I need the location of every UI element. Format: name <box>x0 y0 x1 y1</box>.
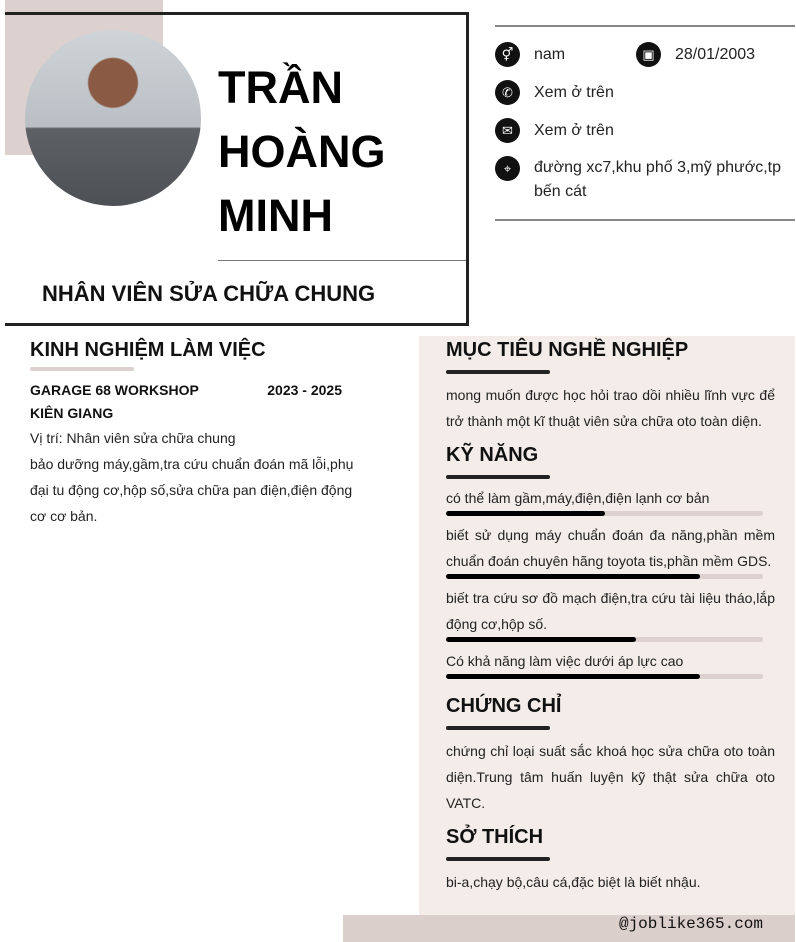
job-title: NHÂN VIÊN SỬA CHỮA CHUNG <box>42 281 376 306</box>
avatar <box>25 30 201 206</box>
section-underline <box>30 367 134 371</box>
name-line: TRẦN <box>218 62 343 113</box>
skill-label: Có khả năng làm việc dưới áp lực cao <box>446 653 684 669</box>
email-text: Xem ở trên <box>534 122 614 139</box>
section-underline <box>446 475 550 479</box>
skill-item <box>446 522 775 579</box>
right-column <box>446 339 775 895</box>
section-underline <box>446 726 550 730</box>
work-period: 2023 - 2025 <box>267 382 342 398</box>
section-title: KỸ NĂNG <box>446 444 539 466</box>
company-name: GARAGE 68 WORKSHOP KIÊN GIANG <box>30 382 199 421</box>
skill-bar-fill <box>446 637 636 642</box>
contact-email <box>495 118 614 143</box>
address-text: đường xc7,khu phố 3,mỹ phước,tp bến cát <box>534 159 781 200</box>
objective-text: mong muốn được học hỏi trao dồi nhiều lĩnh vực để trở thành một kĩ thuật viên sửa chữa oto toàn diện. <box>446 387 775 429</box>
experience-section <box>30 339 360 529</box>
name-line: MINH <box>218 190 333 241</box>
skill-bar-fill <box>446 674 700 679</box>
gender-icon: ⚥ <box>495 42 520 67</box>
section-title: KINH NGHIỆM LÀM VIỆC <box>30 339 266 361</box>
certificates-text: chứng chỉ loại suất sắc khoá học sửa chữa oto toàn diện.Trung tâm huấn luyện kỹ thật sửa chữa oto VATC. <box>446 743 775 811</box>
skill-label: biết tra cứu sơ đồ mạch điện,tra cứu tài liệu tháo,lắp động cơ,hộp số. <box>446 590 775 632</box>
skill-item <box>446 485 775 516</box>
footer-bar <box>343 915 795 942</box>
skill-bar-track <box>446 574 763 579</box>
skill-bar-fill <box>446 511 605 516</box>
skill-label: có thể làm gầm,máy,điện,điện lạnh cơ bản <box>446 490 710 506</box>
skill-item <box>446 585 775 642</box>
section-underline <box>446 857 550 861</box>
skill-bar-track <box>446 511 763 516</box>
contact-birthday <box>636 42 755 67</box>
divider <box>218 260 466 261</box>
skills-list <box>446 485 775 679</box>
hobbies-text: bi-a,chạy bộ,câu cá,đặc biệt là biết nhậu. <box>446 874 701 890</box>
section-title: MỤC TIÊU NGHỀ NGHIỆP <box>446 339 689 361</box>
candidate-name <box>218 56 386 248</box>
skill-label: biết sử dụng máy chuẩn đoán đa năng,phần mềm chuẩn đoán chuyên hãng toyota tis,phần mềm GDS. <box>446 527 775 569</box>
contact-phone <box>495 80 614 105</box>
phone-text: Xem ở trên <box>534 84 614 101</box>
name-line: HOÀNG <box>218 126 386 177</box>
divider <box>495 25 795 27</box>
skill-bar-fill <box>446 574 700 579</box>
contact-gender <box>495 42 565 67</box>
watermark: @joblike365.com <box>618 915 763 933</box>
skill-bar-track <box>446 637 763 642</box>
job-description: bảo dưỡng máy,gầm,tra cứu chuẩn đoán mã lỗi,phụ đại tu động cơ,hộp số,sửa chữa pan điện,điện động cơ cơ bản. <box>30 456 354 524</box>
phone-icon: ✆ <box>495 80 520 105</box>
location-pin-icon: ⌖ <box>495 156 520 181</box>
gender-text: nam <box>534 46 566 63</box>
section-title: SỞ THÍCH <box>446 826 544 848</box>
mail-icon: ✉ <box>495 118 520 143</box>
position: Vị trí: Nhân viên sửa chữa chung <box>30 430 236 446</box>
calendar-icon: ▣ <box>636 42 661 67</box>
section-title: CHỨNG CHỈ <box>446 695 562 717</box>
divider <box>495 219 795 221</box>
section-underline <box>446 370 550 374</box>
skill-bar-track <box>446 674 763 679</box>
skill-item <box>446 648 775 679</box>
birthday-text: 28/01/2003 <box>675 46 756 63</box>
contact-address <box>495 156 785 204</box>
